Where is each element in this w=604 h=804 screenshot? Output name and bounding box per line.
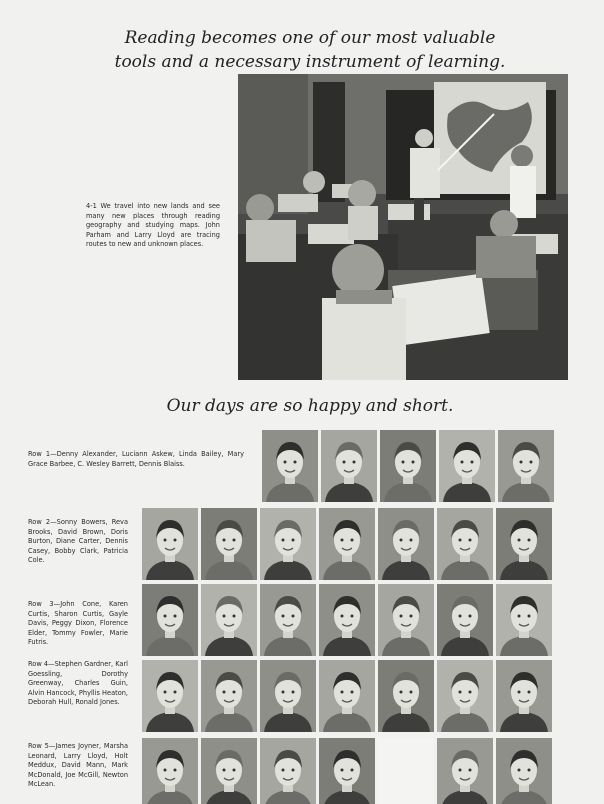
student-portrait <box>437 660 493 732</box>
row-3-caption: Row 3—John Cone, Karen Curtis, Sharon Curtis, Gayle Davis, Peggy Dixon, Florence Elder, Tommy Fowler, Marie Futris. <box>28 600 128 647</box>
student-portrait <box>380 430 436 502</box>
student-portrait <box>437 584 493 656</box>
heading-middle: Our days are so happy and short. <box>166 396 454 416</box>
student-portrait <box>496 660 552 732</box>
heading-top-line1: Reading becomes one of our most valuable <box>124 28 496 48</box>
classroom-photo <box>238 74 568 380</box>
student-portrait <box>319 584 375 656</box>
student-portrait <box>142 660 198 732</box>
student-portrait <box>378 508 434 580</box>
heading-top <box>60 26 560 74</box>
student-portrait <box>201 660 257 732</box>
student-portrait <box>260 660 316 732</box>
student-portrait <box>262 430 318 502</box>
student-portrait <box>260 584 316 656</box>
blank-portrait-slot <box>378 738 434 804</box>
student-portrait <box>142 508 198 580</box>
student-portrait <box>321 430 377 502</box>
student-portrait <box>201 508 257 580</box>
student-portrait <box>319 508 375 580</box>
student-portrait <box>496 738 552 804</box>
classroom-photo-drawing <box>238 74 568 380</box>
row-2-caption: Row 2—Sonny Bowers, Reva Brooks, David Brown, Doris Burton, Diane Carter, Dennis Casey, Bobby Clark, Patricia Cole. <box>28 518 128 565</box>
photo-caption: 4-1 We travel into new lands and see many new places through reading geography and studying maps. John Parham and Larry Lloyd are tracing routes to new and unknown places. <box>86 202 220 249</box>
student-portrait <box>201 738 257 804</box>
student-portrait <box>142 738 198 804</box>
student-portrait <box>437 508 493 580</box>
heading-top-line2: tools and a necessary instrument of learning. <box>114 52 506 72</box>
student-portrait <box>319 660 375 732</box>
student-portrait <box>142 584 198 656</box>
row-5-caption: Row 5—James Joyner, Marsha Leonard, Larry Lloyd, Holt Meddux, David Mann, Mark McDonald, Joe McGill, Newton McLean. <box>28 742 128 789</box>
student-portrait <box>437 738 493 804</box>
student-portrait <box>260 508 316 580</box>
row-1-caption: Row 1—Denny Alexander, Luciann Askew, Linda Bailey, Mary Grace Barbee, C. Wesley Barrett, Dennis Blaiss. <box>28 450 244 468</box>
student-portrait <box>496 584 552 656</box>
row-4-caption: Row 4—Stephen Gardner, Karl Goessling, Dorothy Greenway, Charles Guin, Alvin Hancock, Phyllis Heaton, Deborah Hull, Ronald Jones. <box>28 660 128 707</box>
student-portrait <box>319 738 375 804</box>
student-portrait <box>260 738 316 804</box>
student-portrait <box>378 584 434 656</box>
student-portrait <box>496 508 552 580</box>
student-portrait <box>498 430 554 502</box>
student-portrait <box>378 660 434 732</box>
student-portrait <box>201 584 257 656</box>
student-portrait <box>439 430 495 502</box>
